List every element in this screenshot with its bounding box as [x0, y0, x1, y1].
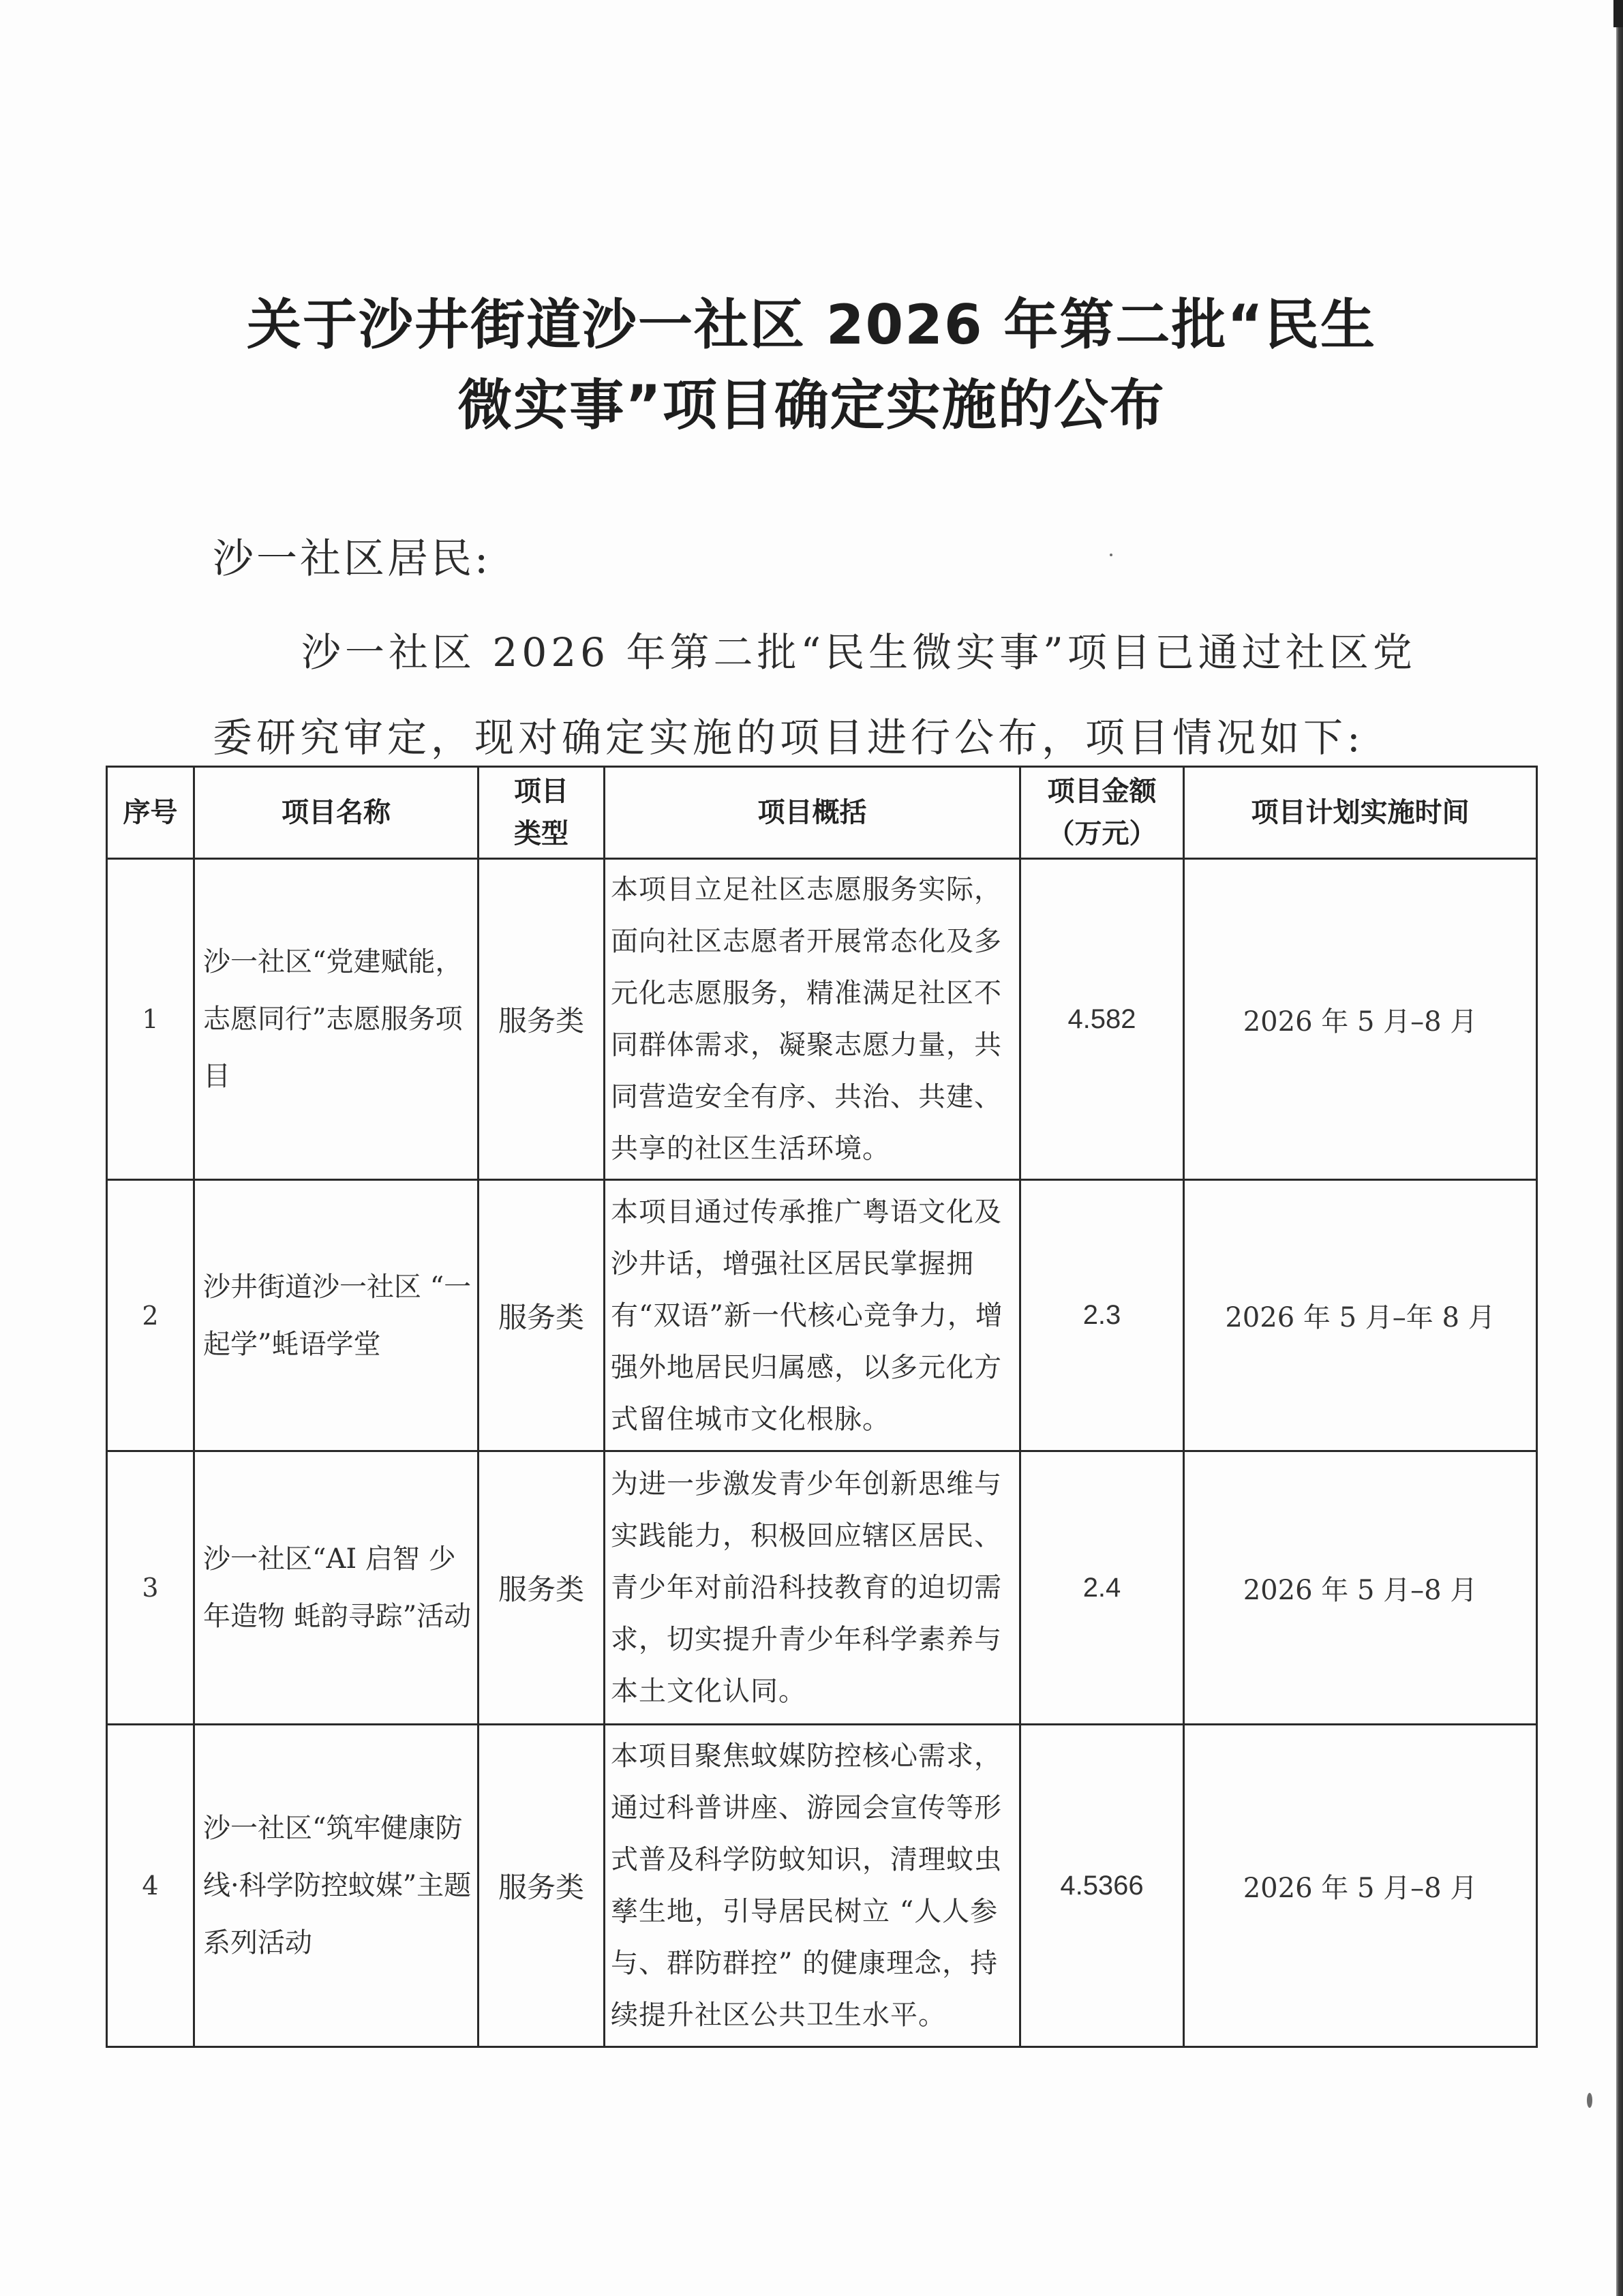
cell-no: 2	[107, 1180, 194, 1451]
cell-no: 1	[107, 859, 194, 1180]
header-summary: 项目概括	[605, 767, 1020, 859]
header-name: 项目名称	[194, 767, 479, 859]
document-title	[0, 285, 1623, 446]
cell-no: 4	[107, 1725, 194, 2047]
header-amount-line-2: （万元）	[1047, 818, 1157, 849]
cell-amount: 4.5366	[1020, 1725, 1184, 2047]
intro-line-1: 沙一社区 2026 年第二批“民生微实事”项目已通过社区党	[301, 629, 1416, 676]
cell-summary: 本项目立足社区志愿服务实际，面向社区志愿者开展常态化及多元化志愿服务，精准满足社区不同群体需求，凝聚志愿力量，共同营造安全有序、共治、共建、共享的社区生活环境。	[605, 859, 1020, 1180]
cell-summary: 为进一步激发青少年创新思维与实践能力，积极回应辖区居民、青少年对前沿科技教育的迫切需求，切实提升青少年科学素养与本土文化认同。	[605, 1451, 1020, 1725]
intro-paragraph	[213, 610, 1440, 781]
salutation: 沙一社区居民:	[213, 535, 491, 583]
scan-edge-corner	[1613, 0, 1623, 27]
cell-summary: 本项目聚焦蚊媒防控核心需求，通过科普讲座、游园会宣传等形式普及科学防蚊知识，清理蚊虫孳生地，引导居民树立 “人人参与、群防群控” 的健康理念，持续提升社区公共卫生水平。	[605, 1725, 1020, 2047]
cell-type: 服务类	[479, 859, 605, 1180]
cell-name: 沙井街道沙一社区 “一起学”蚝语学堂	[194, 1180, 479, 1451]
cell-name: 沙一社区“AI 启智 少年造物 蚝韵寻踪”活动	[194, 1451, 479, 1725]
header-type-line-1: 项目	[514, 776, 568, 807]
cell-time: 2026 年 5 月–8 月	[1184, 1725, 1537, 2047]
cell-summary: 本项目通过传承推广粤语文化及沙井话，增强社区居民掌握拥有“双语”新一代核心竞争力，增强外地居民归属感，以多元化方式留住城市文化根脉。	[605, 1180, 1020, 1451]
table-row	[107, 1725, 1537, 2047]
header-amount	[1020, 767, 1184, 859]
cell-name: 沙一社区“党建赋能，志愿同行”志愿服务项目	[194, 859, 479, 1180]
cell-name: 沙一社区“筑牢健康防线·科学防控蚊媒”主题系列活动	[194, 1725, 479, 2047]
title-line-2: 微实事”项目确定实施的公布	[457, 374, 1166, 437]
cell-amount: 2.3	[1020, 1180, 1184, 1451]
table-row	[107, 1180, 1537, 1451]
cell-type: 服务类	[479, 1725, 605, 2047]
cell-time: 2026 年 5 月–年 8 月	[1184, 1180, 1537, 1451]
scan-speck	[1110, 554, 1112, 556]
title-line-1: 关于沙井街道沙一社区 2026 年第二批“民生	[247, 293, 1376, 357]
cell-type: 服务类	[479, 1180, 605, 1451]
table-row	[107, 1451, 1537, 1725]
table-header-row	[107, 767, 1537, 859]
cell-type: 服务类	[479, 1451, 605, 1725]
cell-time: 2026 年 5 月–8 月	[1184, 1451, 1537, 1725]
projects-table	[106, 766, 1538, 2048]
intro-line-2: 委研究审定，现对确定实施的项目进行公布，项目情况如下:	[213, 714, 1365, 761]
header-amount-line-1: 项目金额	[1047, 776, 1157, 807]
scan-speck	[1587, 2093, 1592, 2108]
header-type	[479, 767, 605, 859]
header-time: 项目计划实施时间	[1184, 767, 1537, 859]
table-row	[107, 859, 1537, 1180]
cell-amount: 4.582	[1020, 859, 1184, 1180]
cell-time: 2026 年 5 月–8 月	[1184, 859, 1537, 1180]
header-type-line-2: 类型	[514, 818, 568, 849]
header-no: 序号	[107, 767, 194, 859]
cell-amount: 2.4	[1020, 1451, 1184, 1725]
cell-no: 3	[107, 1451, 194, 1725]
